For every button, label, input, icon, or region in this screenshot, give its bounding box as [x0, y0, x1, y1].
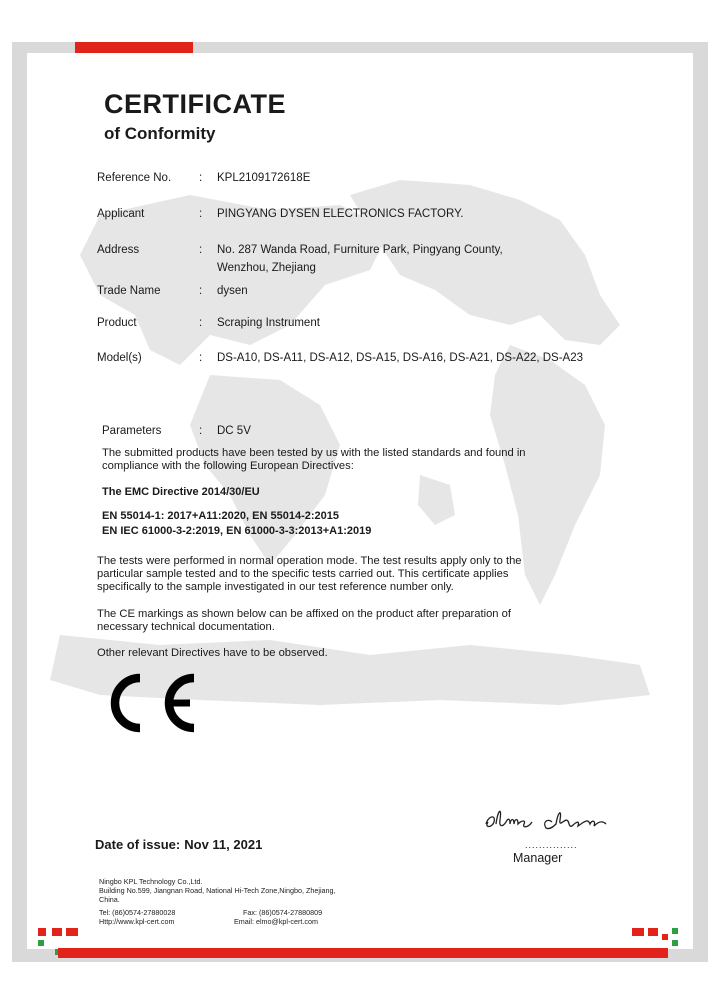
parameters-label: Parameters [102, 425, 162, 437]
footer-fax: Fax: (86)0574-27880809 [243, 908, 323, 917]
footer-email[interactable]: Email: elmo@kpl-cert.com [234, 917, 318, 926]
product-value: Scraping Instrument [217, 317, 320, 329]
trade-name-label: Trade Name [97, 285, 161, 297]
parameters-value: DC 5V [217, 425, 251, 437]
models-colon: : [199, 352, 203, 364]
right-red-square-3 [662, 934, 668, 940]
address-colon: : [199, 244, 203, 256]
applicant-label: Applicant [97, 208, 145, 220]
top-accent-bar [75, 42, 193, 53]
models-label: Model(s) [97, 352, 142, 364]
applicant-colon: : [199, 208, 203, 220]
signature-line: ............... [525, 840, 578, 850]
bottom-accent-bar [58, 948, 668, 958]
right-red-square-1 [632, 928, 644, 936]
ce-mark-icon [100, 672, 200, 734]
tests-text-line3: specifically to the sample investigated in our test reference number only. [97, 581, 454, 593]
reference-value: KPL2109172618E [217, 172, 311, 184]
manager-signature [480, 800, 620, 840]
product-label: Product [97, 317, 137, 329]
footer-address-line2: China. [99, 895, 120, 904]
footer-tel: Tel: (86)0574-27880028 [99, 908, 176, 917]
reference-label: Reference No. [97, 172, 172, 184]
reference-colon: : [199, 172, 203, 184]
address-value-line2: Wenzhou, Zhejiang [217, 262, 316, 274]
address-label: Address [97, 244, 140, 256]
applicant-value: PINGYANG DYSEN ELECTRONICS FACTORY. [217, 208, 464, 220]
parameters-colon: : [199, 425, 203, 437]
date-of-issue-value: Nov 11, 2021 [184, 837, 263, 852]
date-of-issue-label: Date of issue: [95, 837, 181, 852]
emc-directive: The EMC Directive 2014/30/EU [102, 486, 260, 498]
standards-line2: EN IEC 61000-3-2:2019, EN 61000-3-3:2013+A1:2019 [102, 525, 372, 537]
date-of-issue [95, 837, 262, 852]
trade-name-colon: : [199, 285, 203, 297]
product-colon: : [199, 317, 203, 329]
tested-text-line1: The submitted products have been tested by us with the listed standards and found in [102, 447, 526, 459]
tests-text-line2: particular sample tested and to the specific tests carried out. This certificate applies [97, 568, 509, 580]
right-red-square-2 [648, 928, 658, 936]
tested-text-line2: compliance with the following European Directives: [102, 460, 354, 472]
certificate-title: CERTIFICATE [104, 89, 286, 119]
footer-address-line1: Building No.599, Jiangnan Road, National Hi-Tech Zone,Ningbo, Zhejiang, [99, 886, 336, 895]
left-red-square-2 [52, 928, 62, 936]
left-red-square-1 [38, 928, 46, 936]
trade-name-value: dysen [217, 285, 248, 297]
right-green-square-2 [672, 940, 678, 946]
footer-website-link[interactable]: Http://www.kpl-cert.com [99, 917, 175, 926]
other-directives-text: Other relevant Directives have to be observed. [97, 647, 328, 659]
tests-text-line1: The tests were performed in normal operation mode. The test results apply only to the [97, 555, 522, 567]
address-value-line1: No. 287 Wanda Road, Furniture Park, Pingyang County, [217, 244, 503, 256]
ce-marking-text-line2: necessary technical documentation. [97, 621, 275, 633]
models-value: DS-A10, DS-A11, DS-A12, DS-A15, DS-A16, DS-A21, DS-A22, DS-A23 [217, 352, 584, 364]
footer-company: Ningbo KPL Technology Co.,Ltd. [99, 877, 203, 886]
left-green-square-1 [38, 940, 44, 946]
right-green-square-1 [672, 928, 678, 934]
left-red-square-3 [66, 928, 78, 936]
manager-title: Manager [513, 851, 563, 865]
certificate-subtitle: of Conformity [104, 124, 216, 143]
standards-line1: EN 55014-1: 2017+A11:2020, EN 55014-2:2015 [102, 510, 339, 522]
ce-marking-text-line1: The CE markings as shown below can be affixed on the product after preparation of [97, 608, 511, 620]
